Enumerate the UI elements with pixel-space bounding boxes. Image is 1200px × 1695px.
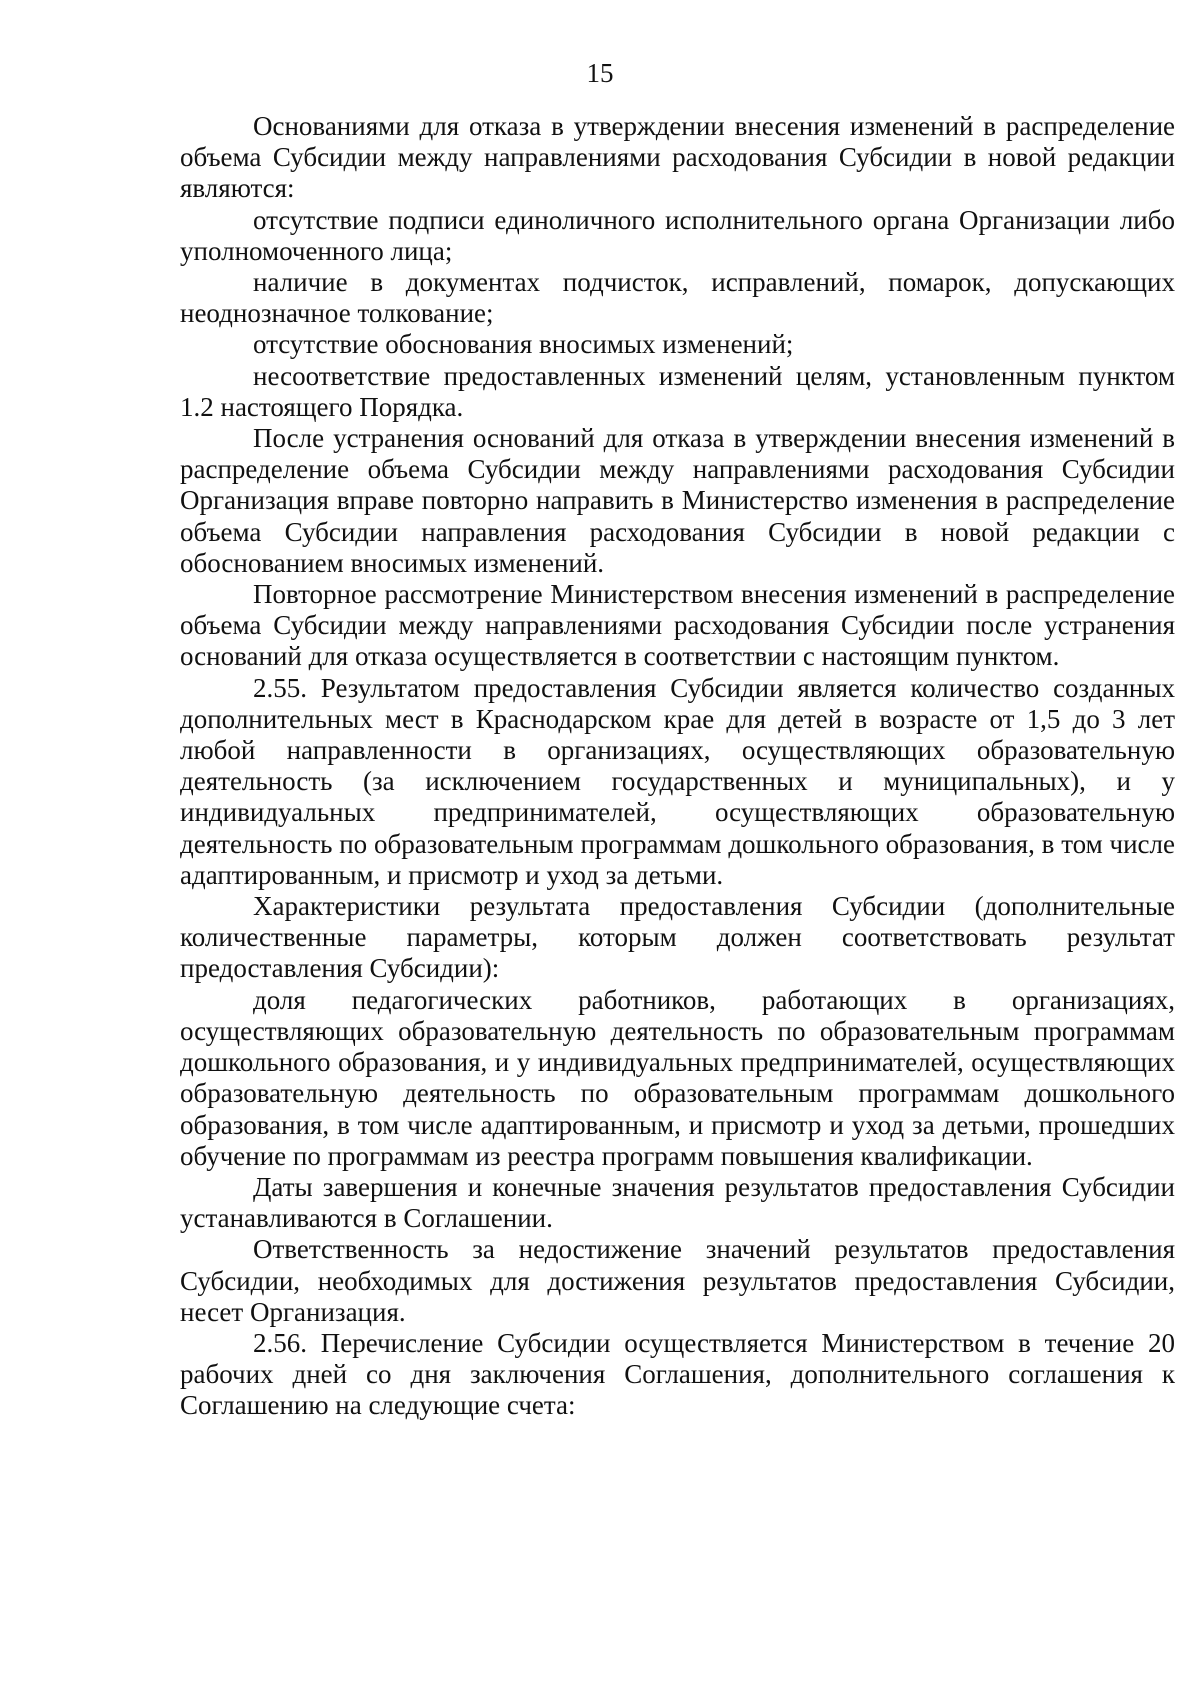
paragraph-after-elimination: После устранения оснований для отказа в утверждении внесения изменений в распределение объема Субсидии между направлениями расходования Субсидии Организация вправе повторно направить в Министерство изменения в распределение объема Субсидии направления расходования Субсидии в новой редакции с обоснованием вносимых изменений. — [180, 423, 1175, 578]
paragraph-reconsideration: Повторное рассмотрение Министерством внесения изменений в распределение объема Субсидии между направлениями расходования Субсидии после устранения оснований для отказа осуществляется в соответствии с настоящим пунктом. — [180, 579, 1175, 672]
paragraph-2-55: 2.55. Результатом предоставления Субсидии является количество созданных дополнительных мест в Краснодарском крае для детей в возрасте от 1,5 до 3 лет любой направленности в организациях, осуществляющих образовательную деятельность (за исключением государственных и муниципальных), и у индивидуальных предпринимателей, осуществляющих образовательную деятельность по образовательным программам дошкольного образования, в том числе адаптированным, и присмотр и уход за детьми. — [180, 672, 1175, 890]
document-body — [180, 111, 1175, 1422]
list-item-no-justification: отсутствие обоснования вносимых изменений; — [253, 329, 794, 360]
paragraph-result-characteristics: Характеристики результата предоставления Субсидии (дополнительные количественные параметры, которым должен соответствовать результат предоставления Субсидии): — [180, 891, 1175, 984]
list-item-no-signature: отсутствие подписи единоличного исполнительного органа Организации либо уполномоченного лица; — [180, 204, 1175, 266]
paragraph-2-56: 2.56. Перечисление Субсидии осуществляется Министерством в течение 20 рабочих дней со дня заключения Соглашения, дополнительного соглашения к Соглашению на следующие счета: — [180, 1327, 1175, 1421]
page-number: 15 — [586, 58, 614, 88]
paragraph-responsibility: Ответственность за недостижение значений результатов предоставления Субсидии, необходимых для достижения результатов предоставления Субсидии, несет Организация. — [180, 1234, 1175, 1327]
list-item-mismatch: несоответствие предоставленных изменений целям, установленным пунктом 1.2 настоящего Порядка. — [180, 360, 1175, 422]
paragraph-dates-values: Даты завершения и конечные значения результатов предоставления Субсидии устанавливаются в Соглашении. — [180, 1171, 1175, 1234]
paragraph-refusal-grounds: Основаниями для отказа в утверждении внесения изменений в распределение объема Субсидии между направлениями расходования Субсидии в новой редакции являются: — [180, 111, 1175, 204]
paragraph-teacher-share: доля педагогических работников, работающих в организациях, осуществляющих образовательную деятельность по образовательным программам дошкольного образования, и у индивидуальных предпринимателей, осуществляющих образовательную деятельность по образовательным программам дошкольного образования, в том числе адаптированным, и присмотр и уход за детьми, прошедших обучение по программам из реестра программ повышения квалификации. — [180, 984, 1175, 1171]
list-item-corrections: наличие в документах подчисток, исправлений, помарок, допускающих неоднозначное толкование; — [180, 267, 1175, 329]
